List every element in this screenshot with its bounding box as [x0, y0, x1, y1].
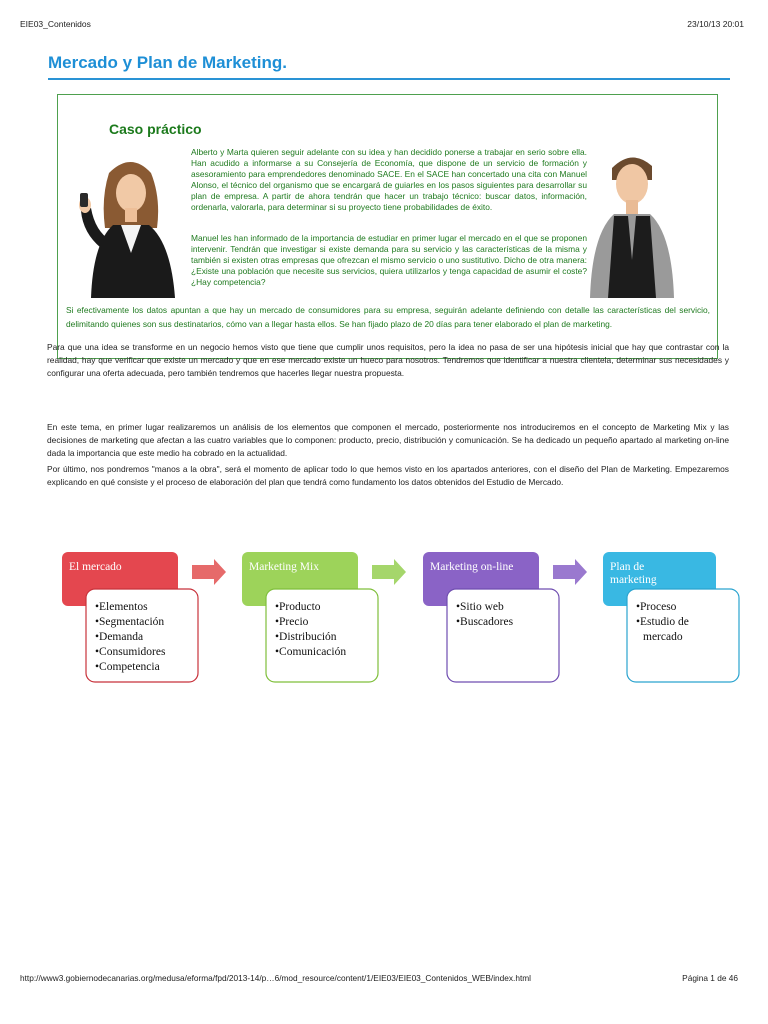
header-doc-name: EIE03_Contenidos [20, 19, 91, 29]
diagram-arrow-icon [372, 559, 406, 585]
footer-page-number: Página 1 de 46 [682, 973, 738, 983]
diagram-item: •Sitio web [456, 601, 504, 613]
diagram-item: •Consumidores [95, 646, 166, 658]
diagram-item: •Precio [275, 616, 309, 628]
diagram-item: •Segmentación [95, 616, 165, 628]
diagram-item: •Buscadores [456, 616, 514, 628]
diagram-item: •Comunicación [275, 646, 347, 658]
diagram-header-label: Marketing Mix [249, 561, 319, 573]
diagram-arrow-icon [553, 559, 587, 585]
young-man-image [588, 150, 676, 298]
woman-with-phone-image [71, 153, 187, 298]
body-paragraph-2: En este tema, en primer lugar realizaremos un análisis de los elementos que componen el mercado, posteriormente nos introduciremos en el concepto de Marketing Mix y las decisiones de marketing que afectan a las cuatro variables que lo componen: producto, precio, distribución y comunicación. Se ha dedicado un pequeño apartado al marketing on-line dada la importancia que este medio ha cobrado en la actualidad. [47, 422, 729, 459]
case-study-title: Caso práctico [109, 121, 202, 137]
body-paragraph-1: Para que una idea se transforme en un negocio hemos visto que tiene que cumplir unos requisitos, pero la idea no pasa de ser una hipótesis inicial que hay que contrastar con la realidad, hay que verificar que existe un mercado y que en ese mercado existe un hueco para nosotros. Tendremos que identificar a nuestra clientela, determinar sus necesidades y configurar una oferta adecuada, pero también tendremos que hacerles llegar nuestra propuesta. [47, 342, 729, 379]
diagram-header-label: marketing [610, 574, 657, 586]
case-study-paragraph-2: Manuel les han informado de la importancia de estudiar en primer lugar el mercado en el que se proponen intervenir. Tendrán que investigar si existe demanda para su servicio y las características de la misma y también si existen otras empresas que ofrezcan el mismo servicio o uno sustitutivo. Dicho de otra manera: ¿Existe una población que necesite sus servicios, quiera utilizarlos y tenga capacidad de asumir el coste? ¿Hay competencia? [191, 233, 587, 287]
page-title: Mercado y Plan de Marketing. [48, 53, 730, 80]
diagram-header-label: Marketing on-line [430, 561, 514, 573]
diagram-item: •Producto [275, 601, 321, 613]
diagram-item: •Proceso [636, 601, 677, 613]
diagram-header-label: Plan de [610, 561, 645, 573]
case-study-paragraph-1: Alberto y Marta quieren seguir adelante con su idea y han decidido ponerse a trabajar en serio sobre ella. Han acudido a informarse a su Consejería de Economía, que dispone de un servicio de formación y asesoramiento para emprendedores denominado SACE. En el SACE han concertado una cita con Manuel Alonso, el técnico del organismo que se encargará de guiarles en los pasos siguientes para desarrollar su plan de empresa. A partir de ahora tendrán que hacer un trabajo técnico: buscar datos, información, ordenarla, valorarla, para determinar si su proyecto tiene probabilidades de éxito. [191, 147, 587, 212]
marketing-process-diagram [58, 549, 748, 689]
case-study-paragraph-3: Si efectivamente los datos apuntan a que hay un mercado de consumidores para su empresa, seguirán adelante definiendo con detalle las características del servicio, delimitando quienes son sus destinatarios, cómo van a llegar hasta ellos. Se han fijado plazo de 20 días para tener elaborado el plan de marketing. [66, 305, 710, 329]
diagram-item: •Competencia [95, 661, 160, 673]
diagram-item: mercado [643, 631, 683, 643]
body-paragraph-3: Por último, nos pondremos "manos a la obra", será el momento de aplicar todo lo que hemos visto en los apartados anteriores, con el diseño del Plan de Marketing. Empezaremos explicando en qué consiste y el proceso de elaboración del plan que tendrá como fundamento los datos obtenidos del Estudio de Mercado. [47, 464, 729, 488]
case-study-box [57, 94, 718, 359]
diagram-item: •Distribución [275, 631, 337, 643]
diagram-item: •Estudio de [636, 616, 689, 628]
diagram-header-label: El mercado [69, 561, 122, 573]
diagram-item: •Demanda [95, 631, 144, 643]
diagram-arrow-icon [192, 559, 226, 585]
footer-url: http://www3.gobiernodecanarias.org/medusa/eforma/fpd/2013-14/p…6/mod_resource/content/1/EIE03/EIE03_Contenidos_WEB/index.html [20, 973, 532, 983]
diagram-item: •Elementos [95, 601, 148, 613]
header-datetime: 23/10/13 20:01 [687, 19, 744, 29]
